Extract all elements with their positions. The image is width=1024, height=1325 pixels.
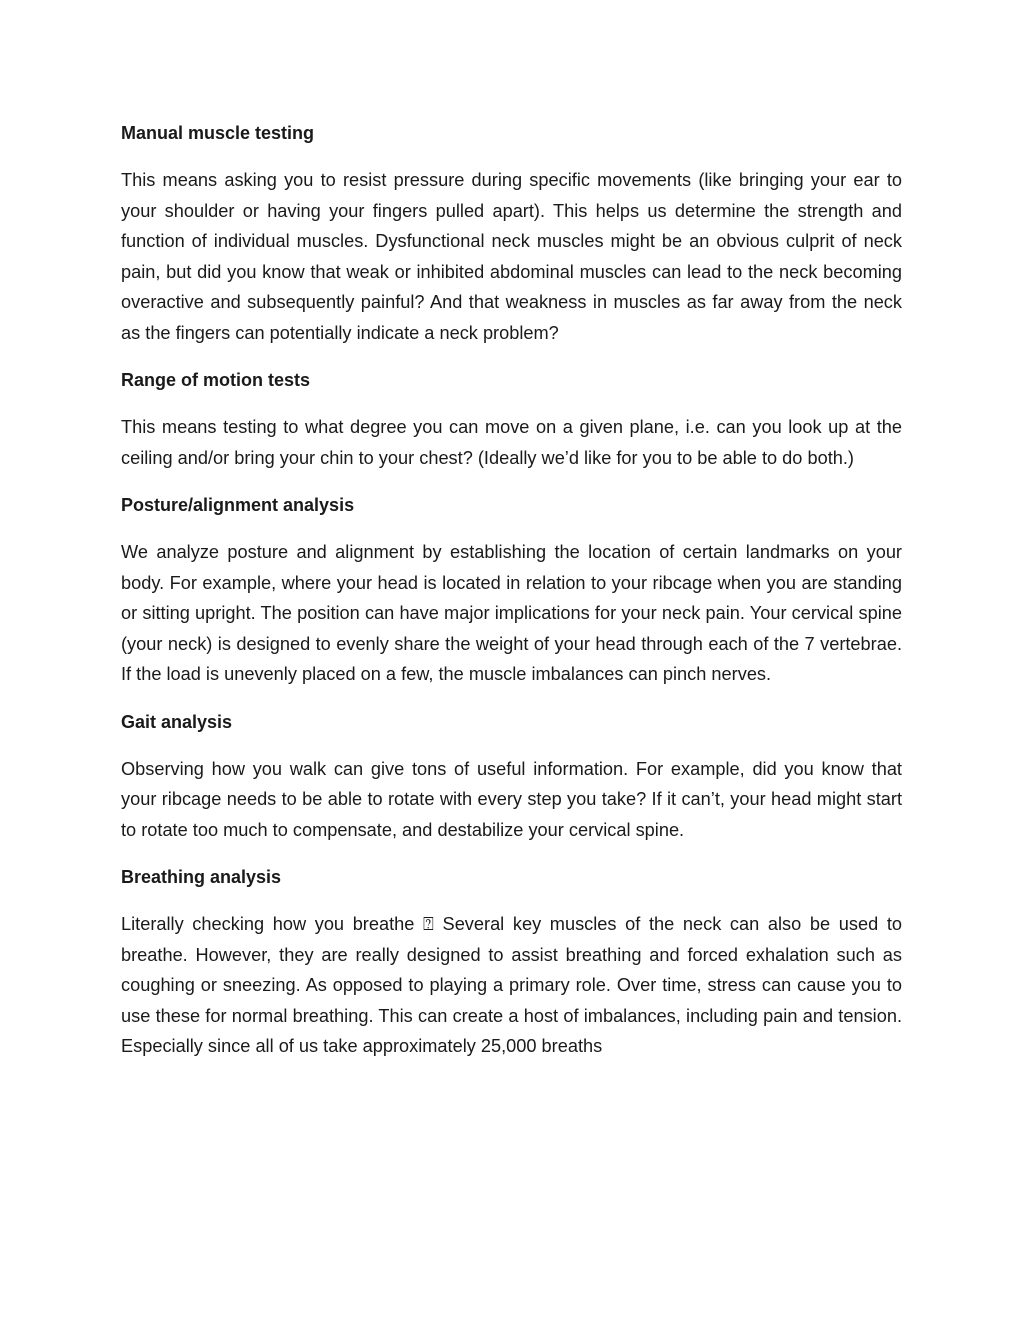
- section-body: This means asking you to resist pressure during specific movements (like bringing your ear to your shoulder or having your fingers pulled apart). This helps us determine the strength and function of individual muscles. Dysfunctional neck muscles might be an obvious culprit of neck pain, but did you know that weak or inhibited abdominal muscles can lead to the neck becoming overactive and subsequently painful? And that weakness in muscles as far away from the neck as the fingers can potentially indicate a neck problem?: [121, 170, 902, 343]
- section-manual-muscle-testing: [121, 118, 902, 348]
- section-body: We analyze posture and alignment by establishing the location of certain landmarks on your body. For example, where your head is located in relation to your ribcage when you are standing or sitting upright. The position can have major implications for your neck pain. Your cervical spine (your neck) is designed to evenly share the weight of your head through each of the 7 vertebrae. If the load is unevenly placed on a few, the muscle imbalances can pinch nerves.: [121, 542, 902, 684]
- section-body: Literally checking how you breathe ⍰ Several key muscles of the neck can also be used to breathe. However, they are really designed to assist breathing and forced exhalation such as coughing or sneezing. As opposed to playing a primary role. Over time, stress can cause you to use these for normal breathing. This can create a host of imbalances, including pain and tension. Especially since all of us take approximately 25,000 breaths: [121, 914, 902, 1056]
- section-heading: Breathing analysis: [121, 867, 282, 887]
- section-heading: Posture/alignment analysis: [121, 495, 355, 515]
- section-heading: Manual muscle testing: [121, 123, 315, 143]
- section-gait-analysis: [121, 707, 902, 846]
- document-page: [121, 118, 902, 1062]
- section-body: Observing how you walk can give tons of useful information. For example, did you know that your ribcage needs to be able to rotate with every step you take? If it can’t, your head might start to rotate too much to compensate, and destabilize your cervical spine.: [121, 758, 902, 840]
- section-heading: Range of motion tests: [121, 370, 311, 390]
- section-body: This means testing to what degree you can move on a given plane, i.e. can you look up at the ceiling and/or bring your chin to your chest? (Ideally we’d like for you to be able to do both.): [121, 417, 902, 468]
- section-breathing-analysis: [121, 862, 902, 1062]
- section-heading: Gait analysis: [121, 711, 233, 732]
- section-posture-alignment-analysis: [121, 490, 902, 690]
- section-range-of-motion-tests: [121, 365, 902, 473]
